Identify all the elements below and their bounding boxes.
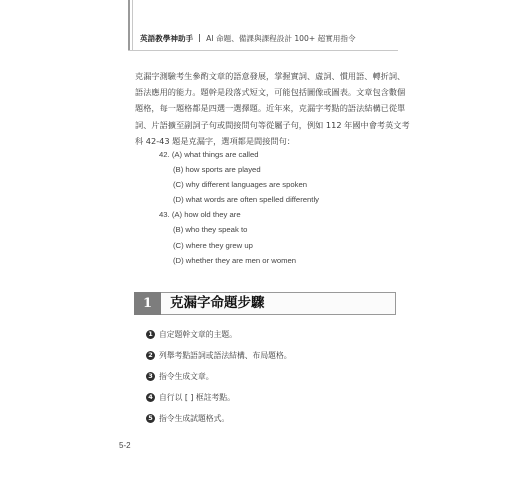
question-43-option-c: (C) where they grew up (173, 240, 253, 250)
question-43-option-d: (D) whether they are men or women (173, 255, 297, 265)
step-number-badge: 3 (146, 372, 155, 381)
intro-paragraph (135, 68, 410, 149)
header-divider-bar (128, 0, 130, 50)
question-number: 43. (159, 210, 170, 220)
intro-line: 題格，每一題格都是四選一選擇題。近年來，克漏字考點的語法結構已從單 (135, 103, 406, 114)
header-divider-bar-thin (132, 0, 133, 50)
step-text: 指令生成試題格式。 (159, 414, 230, 423)
intro-line: 詞、片語擴至副詞子句或間接問句等從屬子句，例如 112 年國中會考英文考 (135, 119, 410, 130)
step-text: 自行以 [ ] 框註考點。 (159, 393, 235, 402)
step-item (146, 366, 292, 387)
exam-question-options (159, 147, 319, 268)
steps-list (146, 324, 292, 429)
section-title: 克漏字命題步驟 (170, 295, 265, 311)
running-header (140, 33, 356, 44)
option-text: (A) how old they are (171, 210, 241, 220)
step-item (146, 324, 292, 345)
question-42-option-a (159, 147, 319, 162)
step-text: 自定題幹文章的主題。 (159, 330, 237, 339)
question-43-option-a (159, 207, 319, 222)
step-number-badge: 1 (146, 330, 155, 339)
book-subtitle: AI 命題、備課與課程設計 100+ 超實用指令 (206, 34, 356, 43)
question-43-option-b: (B) who they speak to (173, 225, 248, 235)
question-42-option-d: (D) what words are often spelled differently (173, 195, 319, 205)
question-42-option-c: (C) why different languages are spoken (173, 180, 308, 190)
intro-line: 克漏字測驗考生參酌文章的語意發展，掌握實詞、虛詞、慣用語、轉折詞、 (135, 71, 406, 81)
step-item (146, 408, 292, 429)
step-number-badge: 4 (146, 393, 155, 402)
step-number-badge: 2 (146, 351, 155, 360)
header-separator (199, 34, 200, 42)
section-number: 1 (134, 292, 161, 315)
intro-line: 語法應用的能力。題幹是段落式短文，可能包括圖像或圖表。文章包含數個 (135, 87, 406, 98)
option-text: (A) what things are called (171, 150, 259, 159)
step-number-badge: 5 (146, 414, 155, 423)
question-42-option-b: (B) how sports are played (173, 165, 261, 175)
step-item (146, 387, 292, 408)
intro-line: 科 42-43 題是克漏字，選項都是間接問句： (135, 135, 295, 146)
step-text: 列舉考點語詞或語法結構、布局題格。 (159, 351, 292, 360)
page-number: 5-2 (119, 441, 131, 450)
book-title: 英語教學神助手 (140, 34, 194, 43)
question-number: 42. (159, 150, 170, 159)
header-rule (128, 50, 398, 51)
step-text: 指令生成文章。 (159, 372, 214, 381)
step-item (146, 345, 292, 366)
